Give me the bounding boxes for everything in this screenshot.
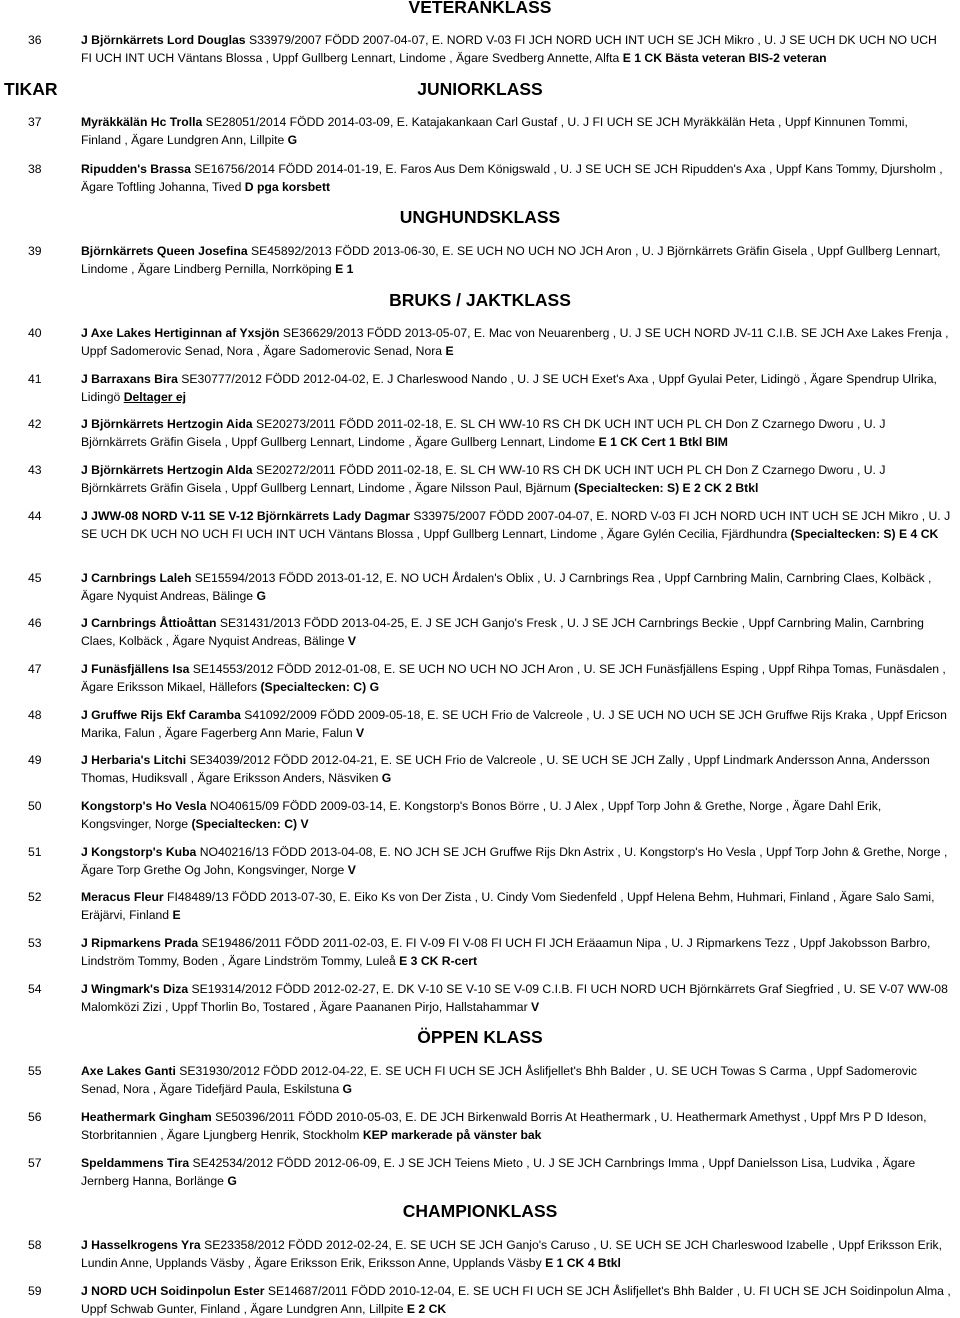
entry-text <box>81 1236 951 1272</box>
class-heading-veteran: VETERANKLASS <box>408 0 552 17</box>
dog-info: SE31930/2012 FÖDD 2012-04-22, E. SE UCH FI UCH SE JCH Åslifjellet's Bhh Balder , U. SE UCH Towas S Carma , Uppf Sadomerovic Senad, Nora , Ägare Tidefjärd Paula, Eskilstuna <box>81 1064 917 1096</box>
dog-name: J Björnkärrets Lord Douglas <box>81 33 246 47</box>
dog-info: SE34039/2012 FÖDD 2012-04-21, E. SE UCH Frio de Valcreole , U. SE UCH SE JCH Zally , Uppf Lindmark Andersson Anna, Andersson Thomas, Hudiksvall , Ägare Eriksson Anders, Näsviken <box>81 753 930 785</box>
entry-text <box>81 980 951 1016</box>
dog-result: E 1 CK Cert 1 Btkl BIM <box>598 435 728 449</box>
dog-info: SE14553/2012 FÖDD 2012-01-08, E. SE UCH NO UCH NO JCH Aron , U. SE JCH Funäsfjällens Esping , Uppf Rihpa Tomas, Funäsdalen , Ägare Eriksson Mikael, Hällefors <box>81 662 946 694</box>
dog-name: J Barraxans Bira <box>81 372 178 386</box>
entry-number: 45 <box>28 571 42 585</box>
dog-name: J Hasselkrogens Yra <box>81 1238 201 1252</box>
entry-number: 52 <box>28 890 42 904</box>
dog-result: G <box>369 680 380 694</box>
dog-name: Ripudden's Brassa <box>81 162 191 176</box>
dog-name: J Ripmarkens Prada <box>81 936 199 950</box>
dog-name: J Funäsfjällens Isa <box>81 662 190 676</box>
dog-result: E 1 CK 4 Btkl <box>545 1256 621 1270</box>
entry-text <box>81 1108 951 1144</box>
entry-text <box>81 751 951 787</box>
dog-name: J Carnbrings Åttioåttan <box>81 616 217 630</box>
dog-name: Björnkärrets Queen Josefina <box>81 244 248 258</box>
dog-result: G <box>381 771 392 785</box>
dog-result: KEP markerade på vänster bak <box>362 1128 542 1142</box>
dog-info: SE14687/2011 FÖDD 2010-12-04, E. SE UCH FI UCH SE JCH Åslifjellet's Bhh Balder , U. FI UCH SE JCH Soidinpolun Alma , Uppf Schwab Gunter, Finland , Ägare Lundgren Ann, Lillpite <box>81 1284 951 1316</box>
dog-result: V <box>356 726 365 740</box>
entry-number: 54 <box>28 982 42 996</box>
dog-info: S41092/2009 FÖDD 2009-05-18, E. SE UCH Frio de Valcreole , U. J SE UCH NO UCH SE JCH Gruffwe Rijs Kraka , Uppf Ericson Marika, Falun , Ägare Fagerberg Ann Marie, Falun <box>81 708 947 740</box>
entry-number: 43 <box>28 463 42 477</box>
dog-result: G <box>342 1082 352 1096</box>
entry-text <box>81 614 951 650</box>
special-mark: (Specialtecken: C) <box>191 817 298 831</box>
dog-name: Axe Lakes Ganti <box>81 1064 176 1078</box>
dog-info: SE36629/2013 FÖDD 2013-05-07, E. Mac von Neuarenberg , U. J SE UCH NORD JV-11 C.I.B. SE JCH Axe Lakes Frenja , Uppf Sadomerovic Senad, Nora , Ägare Sadomerovic Senad, Nora <box>81 326 949 358</box>
dog-result: E <box>172 908 181 922</box>
dog-result: E 1 CK Bästa veteran BIS-2 veteran <box>622 51 827 65</box>
entry-number: 42 <box>28 417 42 431</box>
dog-result: G <box>227 1174 237 1188</box>
dog-info: SE16756/2014 FÖDD 2014-01-19, E. Faros Aus Dem Königswald , U. J SE UCH SE JCH Ripudden's Axa , Uppf Kans Tommy, Djursholm , Ägare Toftling Johanna, Tived <box>81 162 943 194</box>
dog-info: SE50396/2011 FÖDD 2010-05-03, E. DE JCH Birkenwald Borris At Heathermark , U. Heathermark Amethyst , Uppf Mrs P D Ideson, Storbritannien , Ägare Ljungberg Henrik, Stockholm <box>81 1110 927 1142</box>
dog-result: E 2 CK <box>406 1302 447 1316</box>
dog-result: V <box>347 863 356 877</box>
special-mark: (Specialtecken: S) <box>790 527 896 541</box>
special-mark: (Specialtecken: S) <box>574 481 680 495</box>
entry-text <box>81 797 951 833</box>
entry-number: 39 <box>28 244 42 258</box>
dog-result: G <box>287 133 298 147</box>
entry-text <box>81 31 951 67</box>
dog-name: Myräkkälän Hc Trolla <box>81 115 203 129</box>
dog-name: J Axe Lakes Hertiginnan af Yxsjön <box>81 326 280 340</box>
dog-info: SE15594/2013 FÖDD 2013-01-12, E. NO UCH Årdalen's Oblix , U. J Carnbrings Rea , Uppf Carnbring Malin, Carnbring Claes, Kolbäck , Ägare Nyquist Andreas, Bälinge <box>81 571 932 603</box>
dog-name: Heathermark Gingham <box>81 1110 212 1124</box>
dog-name: Speldammens Tira <box>81 1156 190 1170</box>
entry-text <box>81 160 951 196</box>
dog-info: S33979/2007 FÖDD 2007-04-07, E. NORD V-03 FI JCH NORD UCH INT UCH SE JCH Mikro , U. J SE UCH DK UCH NO UCH FI UCH INT UCH Väntans Blossa , Uppf Gullberg Lennart, Lindome , Ägare Svedberg Annette, Alfta <box>81 33 937 65</box>
entry-number: 50 <box>28 799 42 813</box>
dog-result: E 1 <box>335 262 354 276</box>
entry-text <box>81 706 951 742</box>
entry-text <box>81 370 951 406</box>
entry-number: 46 <box>28 616 42 630</box>
dog-result: E 4 CK <box>899 527 939 541</box>
entry-text <box>81 113 951 149</box>
entry-text <box>81 843 951 879</box>
entry-text <box>81 934 951 970</box>
entry-text <box>81 461 951 497</box>
entry-text <box>81 888 951 924</box>
entry-text <box>81 569 951 605</box>
entry-number: 49 <box>28 753 42 767</box>
entry-number: 38 <box>28 162 42 176</box>
entry-number: 36 <box>28 33 42 47</box>
entry-text <box>81 1062 951 1098</box>
dog-result: E 3 CK R-cert <box>399 954 478 968</box>
class-heading-bruks: BRUKS / JAKTKLASS <box>389 290 571 310</box>
entry-number: 40 <box>28 326 42 340</box>
entry-number: 56 <box>28 1110 42 1124</box>
class-heading-junior: JUNIORKLASS <box>417 79 543 99</box>
dog-result: E <box>445 344 454 358</box>
class-heading-champion: CHAMPIONKLASS <box>402 1201 558 1221</box>
entry-text <box>81 242 951 278</box>
dog-info: SE30777/2012 FÖDD 2012-04-02, E. J Charleswood Nando , U. J SE UCH Exet's Axa , Uppf Gyulai Peter, Lidingö , Ägare Spendrup Ulrika, Lidingö <box>81 372 937 404</box>
dog-info: SE20273/2011 FÖDD 2011-02-18, E. SL CH WW-10 RS CH DK UCH INT UCH PL CH Don Z Czarnego Dworu , U. J Björnkärrets Gräfin Gisela , Uppf Gullberg Lennart, Lindome , Ägare Gullberg Lennart, Lindome <box>81 417 886 449</box>
dog-name: J Kongstorp's Kuba <box>81 845 197 859</box>
dog-name: Meracus Fleur <box>81 890 164 904</box>
dog-name: J Herbaria's Litchi <box>81 753 187 767</box>
special-mark: (Specialtecken: C) <box>260 680 367 694</box>
dog-name: J Gruffwe Rijs Ekf Caramba <box>81 708 241 722</box>
entry-text <box>81 1154 951 1190</box>
dog-info: SE20272/2011 FÖDD 2011-02-18, E. SL CH WW-10 RS CH DK UCH INT UCH PL CH Don Z Czarnego Dworu , U. J Björnkärrets Gräfin Gisela , Uppf Gullberg Lennart, Lindome , Ägare Nilsson Paul, Bjärnum <box>81 463 886 495</box>
entry-number: 59 <box>28 1284 42 1298</box>
dog-name: J NORD UCH Soidinpolun Ester <box>81 1284 265 1298</box>
dog-name: Kongstorp's Ho Vesla <box>81 799 207 813</box>
dog-info: SE19486/2011 FÖDD 2011-02-03, E. FI V-09 FI V-08 FI UCH FI JCH Eräaamun Nipa , U. J Ripmarkens Tezz , Uppf Jakobsson Barbro, Lindström Tommy, Boden , Ägare Lindström Tommy, Luleå <box>81 936 931 968</box>
dog-info: NO40615/09 FÖDD 2009-03-14, E. Kongstorp's Bonos Börre , U. J Alex , Uppf Torp John & Grethe, Norge , Ägare Dahl Erik, Kongsvinger, Norge <box>81 799 882 831</box>
entry-number: 47 <box>28 662 42 676</box>
entry-number: 57 <box>28 1156 42 1170</box>
entry-number: 55 <box>28 1064 42 1078</box>
dog-name: J Carnbrings Laleh <box>81 571 192 585</box>
entry-number: 48 <box>28 708 42 722</box>
entry-text <box>81 1282 951 1318</box>
entry-number: 44 <box>28 509 42 523</box>
dog-name: J Wingmark's Diza <box>81 982 189 996</box>
entry-text <box>81 324 951 360</box>
entry-text <box>81 507 951 543</box>
dog-info: S33975/2007 FÖDD 2007-04-07, E. NORD V-03 FI JCH NORD UCH INT UCH SE JCH Mikro , U. J SE UCH DK UCH NO UCH FI UCH INT UCH Väntans Blossa , Uppf Gullberg Lennart, Lindome , Ägare Gylén Cecilia, Fjärdhundra <box>81 509 951 541</box>
dog-result: E 2 CK 2 Btkl <box>682 481 759 495</box>
dog-info: SE45892/2013 FÖDD 2013-06-30, E. SE UCH NO UCH NO JCH Aron , U. J Björnkärrets Gräfin Gisela , Uppf Gullberg Lennart, Lindome , Ägare Lindberg Pernilla, Norrköping <box>81 244 941 276</box>
dog-result: V <box>347 634 357 648</box>
entry-number: 58 <box>28 1238 42 1252</box>
entry-number: 37 <box>28 115 42 129</box>
dog-name: J Björnkärrets Hertzogin Aida <box>81 417 253 431</box>
entry-number: 53 <box>28 936 42 950</box>
dog-info: SE28051/2014 FÖDD 2014-03-09, E. Katajakankaan Carl Gustaf , U. J FI UCH SE JCH Myräkkälän Heta , Uppf Kinnunen Tommi, Finland , Ägare Lundgren Ann, Lillpite <box>81 115 908 147</box>
entry-number: 41 <box>28 372 42 386</box>
entry-text <box>81 415 951 451</box>
dog-result: V <box>531 1000 540 1014</box>
dog-info: NO40216/13 FÖDD 2013-04-08, E. NO JCH SE JCH Gruffwe Rijs Dkn Astrix , U. Kongstorp's Ho Vesla , Uppf Torp John & Grethe, Norge , Ägare Torp Grethe Og John, Kongsvinger, Norge <box>81 845 948 877</box>
sex-heading-tikar: TIKAR <box>4 79 58 99</box>
dog-name: J JWW-08 NORD V-11 SE V-12 Björnkärrets Lady Dagmar <box>81 509 410 523</box>
dog-result: V <box>300 817 309 831</box>
dog-name: J Björnkärrets Hertzogin Alda <box>81 463 253 477</box>
dog-result: D pga korsbett <box>244 180 331 194</box>
class-heading-oppen: ÖPPEN KLASS <box>417 1027 543 1047</box>
dog-info: SE19314/2012 FÖDD 2012-02-27, E. DK V-10 SE V-10 SE V-09 C.I.B. FI UCH NORD UCH Björnkärrets Graf Siegfried , U. SE V-07 WW-08 Malomközi Zizi , Uppf Thorlin Bo, Tostared , Ägare Paananen Pirjo, Hallstahammar <box>81 982 948 1014</box>
entry-number: 51 <box>28 845 42 859</box>
dog-info: SE31431/2013 FÖDD 2013-04-25, E. J SE JCH Ganjo's Fresk , U. J SE JCH Carnbrings Beckie , Uppf Carnbring Malin, Carnbring Claes, Kolbäck , Ägare Nyquist Andreas, Bälinge <box>81 616 924 648</box>
dog-result: G <box>256 589 266 603</box>
entry-text <box>81 660 951 696</box>
dog-info: SE42534/2012 FÖDD 2012-06-09, E. J SE JCH Teiens Mieto , U. J SE JCH Carnbrings Imma , Uppf Danielsson Lisa, Ludvika , Ägare Jernberg Hanna, Borlänge <box>81 1156 916 1188</box>
dog-info: SE23358/2012 FÖDD 2012-02-24, E. SE UCH SE JCH Ganjo's Caruso , U. SE UCH SE JCH Charleswood Izabelle , Uppf Eriksson Erik, Lundin Anne, Upplands Väsby , Ägare Eriksson Erik, Eriksson Anne, Upplands Väsby <box>81 1238 943 1270</box>
dog-info: FI48489/13 FÖDD 2013-07-30, E. Eiko Ks von Der Zista , U. Cindy Vom Siedenfeld , Uppf Helena Behm, Huhmari, Finland , Ägare Salo Sami, Eräjärvi, Finland <box>81 890 935 922</box>
dog-result: Deltager ej <box>123 390 187 404</box>
class-heading-unghund: UNGHUNDSKLASS <box>399 207 561 227</box>
